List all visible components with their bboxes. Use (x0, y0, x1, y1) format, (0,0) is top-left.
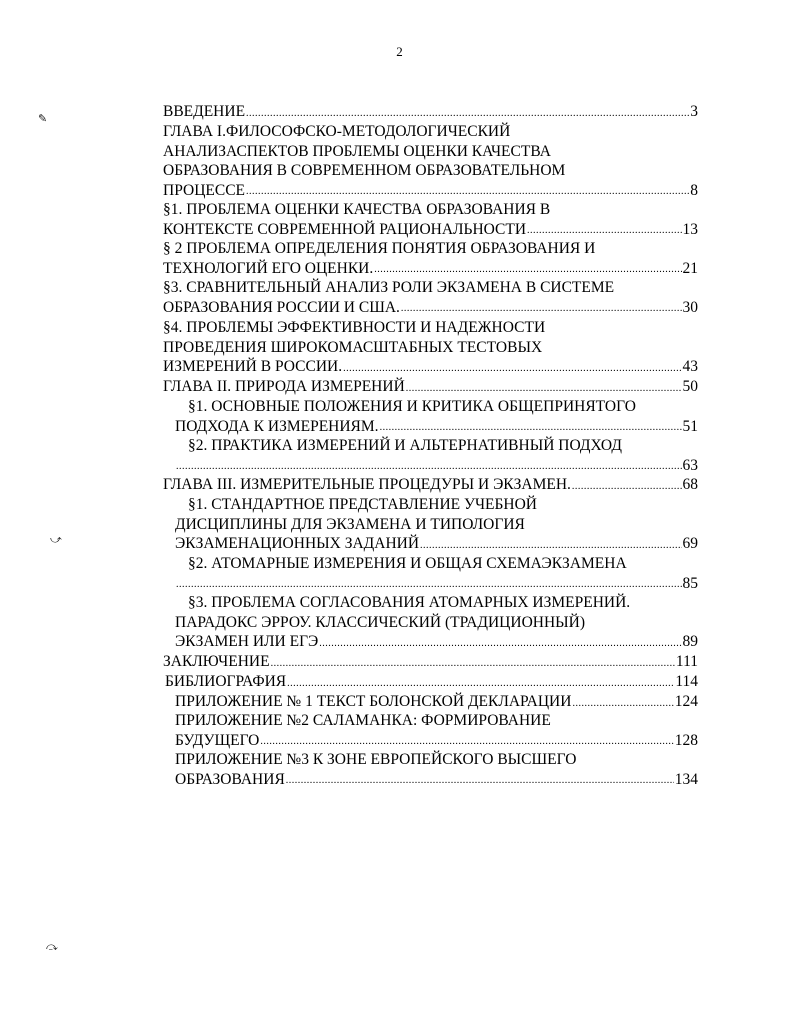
toc-entry-line (163, 278, 698, 298)
toc-entry (175, 554, 698, 593)
toc-entry-line (175, 436, 698, 456)
toc-entry-title: §2. ПРАКТИКА ИЗМЕРЕНИЙ И АЛЬТЕРНАТИВНЫЙ ПОДХОД (188, 437, 622, 454)
toc-page-number: 85 (682, 574, 698, 592)
toc-entry (175, 692, 698, 712)
toc-entry-line (163, 161, 698, 181)
toc-entry-line (163, 102, 698, 122)
toc-entry-title: ДИСЦИПЛИНЫ ДЛЯ ЭКЗАМЕНА И ТИПОЛОГИЯ (175, 515, 525, 533)
toc-entry-title: ЗАКЛЮЧЕНИЕ (163, 653, 270, 670)
toc-entry (175, 397, 698, 436)
toc-entry (163, 377, 698, 397)
toc-entry-line (175, 711, 698, 731)
toc-entry-title: ПРИЛОЖЕНИЕ №2 САЛАМАНКА: ФОРМИРОВАНИЕ (175, 712, 551, 729)
toc-entry-line (175, 515, 698, 535)
toc-entry-line (175, 417, 698, 437)
toc-entry-title: ВВЕДЕНИЕ (163, 103, 246, 120)
toc-entry-title: ПРОЦЕССЕ (163, 181, 246, 199)
toc-page-number: 114 (675, 673, 698, 690)
toc-dot-leader (380, 417, 682, 437)
toc-dot-leader (260, 731, 673, 751)
toc-entry-line (163, 200, 698, 220)
toc-entry-title: §3. СРАВНИТЕЛЬНЫЙ АНАЛИЗ РОЛИ ЭКЗАМЕНА В СИСТЕМЕ (163, 279, 615, 296)
toc-entry (163, 475, 698, 495)
toc-entry-line (163, 142, 698, 162)
toc-dot-leader (176, 574, 682, 594)
toc-entry-title: ОБРАЗОВАНИЯ РОССИИ И США. (163, 298, 400, 316)
toc-dot-leader (319, 632, 681, 652)
toc-dot-leader (176, 456, 682, 476)
toc-entry (165, 672, 698, 692)
toc-entry-line (175, 554, 698, 574)
toc-entry-line (175, 770, 698, 790)
toc-entry-line (163, 318, 698, 338)
toc-entry-title: ИЗМЕРЕНИЙ В РОССИИ. (163, 358, 343, 375)
toc-dot-leader (420, 534, 681, 554)
toc-dot-leader (271, 652, 675, 672)
toc-entry-line (163, 239, 698, 259)
toc-entry-title: АНАЛИЗАСПЕКТОВ ПРОБЛЕМЫ ОЦЕНКИ КАЧЕСТВА (163, 142, 551, 160)
toc-entry-line (175, 574, 698, 594)
toc-dot-leader (572, 692, 673, 712)
toc-dot-leader (374, 259, 681, 279)
toc-entry (175, 750, 698, 789)
toc-entry-line (163, 259, 698, 279)
toc-entry-title: ТЕХНОЛОГИЙ ЕГО ОЦЕНКИ. (163, 259, 374, 277)
toc-entry-line (163, 298, 698, 318)
toc-page-number: 13 (682, 220, 698, 238)
toc-entry (163, 278, 698, 317)
toc-entry-title: § 2 ПРОБЛЕМА ОПРЕДЕЛЕНИЯ ПОНЯТИЯ ОБРАЗОВАНИЯ И (163, 240, 596, 257)
toc-entry-line (163, 357, 698, 377)
toc-entry-title: §1. ОСНОВНЫЕ ПОЛОЖЕНИЯ И КРИТИКА ОБЩЕПРИНЯТОГО (188, 398, 636, 415)
toc-entry (175, 711, 698, 750)
toc-entry-title: ПОДХОДА К ИЗМЕРЕНИЯМ. (175, 417, 379, 435)
toc-entry (163, 652, 698, 672)
toc-entry-title: ГЛАВА II. ПРИРОДА ИЗМЕРЕНИЙ (163, 378, 405, 395)
toc-entry-title: БИБЛИОГРАФИЯ (165, 673, 287, 690)
toc-entry (175, 593, 698, 652)
toc-page-number: 124 (674, 693, 698, 710)
toc-entry-title: ГЛАВА III. ИЗМЕРИТЕЛЬНЫЕ ПРОЦЕДУРЫ И ЭКЗАМЕН. (163, 476, 571, 493)
toc-entry-line (175, 613, 698, 633)
toc-entry-line (175, 456, 698, 476)
toc-dot-leader (572, 475, 682, 495)
toc-entry-title: ОБРАЗОВАНИЯ В СОВРЕМЕННОМ ОБРАЗОВАТЕЛЬНОМ (163, 162, 566, 179)
toc-entry-title: ОБРАЗОВАНИЯ (175, 770, 285, 788)
toc-entry (175, 495, 698, 554)
toc-dot-leader (406, 377, 682, 397)
toc-entry-title: БУДУЩЕГО (175, 731, 260, 749)
toc-entry-line (175, 495, 698, 515)
toc-page-number: 69 (682, 535, 698, 552)
scan-artifact-mark: ✎ (38, 112, 48, 125)
toc-entry-title: §3. ПРОБЛЕМА СОГЛАСОВАНИЯ АТОМАРНЫХ ИЗМЕРЕНИЙ. (188, 594, 631, 611)
toc-page-number: 43 (682, 358, 698, 375)
toc-entry-line (163, 475, 698, 495)
toc-entry-title: §2. АТОМАРНЫЕ ИЗМЕРЕНИЯ И ОБЩАЯ СХЕМАЭКЗАМЕНА (188, 555, 627, 572)
toc-page-number: 21 (682, 259, 698, 277)
scan-artifact-mark: ⤻ (50, 533, 62, 546)
toc-entry (175, 436, 698, 475)
toc-entry-title: ЭКЗАМЕНАЦИОННЫХ ЗАДАНИЙ (175, 535, 420, 552)
toc-entry-line (175, 593, 698, 613)
toc-entry-line (163, 377, 698, 397)
toc-dot-leader (343, 357, 681, 377)
toc-entry (163, 318, 698, 377)
toc-page-number: 63 (682, 456, 698, 474)
toc-page-number: 134 (674, 770, 698, 788)
toc-entry (163, 102, 698, 122)
toc-page-number: 3 (690, 103, 698, 120)
toc-page-number: 8 (690, 181, 698, 199)
toc-entry-line (165, 672, 698, 692)
page-number: 2 (396, 44, 403, 59)
toc-entry-line (175, 731, 698, 751)
toc-entry-line (163, 220, 698, 240)
toc-page-number: 89 (682, 633, 698, 650)
toc-entry-title: КОНТЕКСТЕ СОВРЕМЕННОЙ РАЦИОНАЛЬНОСТИ (163, 220, 527, 238)
toc-dot-leader (287, 672, 674, 692)
toc-entry-title: ПРИЛОЖЕНИЕ №3 К ЗОНЕ ЕВРОПЕЙСКОГО ВЫСШЕГО (175, 751, 577, 768)
scan-artifact-mark: ⤼ (46, 940, 58, 953)
toc-page-number: 51 (682, 417, 698, 435)
toc-entry-title: ГЛАВА I.ФИЛОСОФСКО-МЕТОДОЛОГИЧЕСКИЙ (163, 123, 511, 140)
toc-entry-title: §1. ПРОБЛЕМА ОЦЕНКИ КАЧЕСТВА ОБРАЗОВАНИЯ В (163, 201, 551, 218)
toc-entry-line (175, 750, 698, 770)
toc-page-number: 30 (682, 298, 698, 316)
toc-dot-leader (246, 181, 689, 201)
toc-page-number: 50 (682, 378, 698, 395)
toc-entry-line (175, 534, 698, 554)
toc-entry (163, 122, 698, 200)
toc-entry-title: §1. СТАНДАРТНОЕ ПРЕДСТАВЛЕНИЕ УЧЕБНОЙ (188, 496, 537, 513)
toc-entry-title: ПРИЛОЖЕНИЕ № 1 ТЕКСТ БОЛОНСКОЙ ДЕКЛАРАЦИИ (175, 693, 572, 710)
toc-entry-line (175, 397, 698, 417)
toc-page-number: 111 (675, 653, 698, 670)
toc-entry-line (175, 692, 698, 712)
toc-entry-line (163, 652, 698, 672)
toc-entry-line (163, 338, 698, 358)
toc-entry-title: ПАРАДОКС ЭРРОУ. КЛАССИЧЕСКИЙ (ТРАДИЦИОННЫЙ) (175, 613, 586, 631)
toc-dot-leader (246, 102, 689, 122)
toc-dot-leader (401, 298, 682, 318)
toc-entry-title: ПРОВЕДЕНИЯ ШИРОКОМАСШТАБНЫХ ТЕСТОВЫХ (163, 338, 543, 356)
toc-entry-title: §4. ПРОБЛЕМЫ ЭФФЕКТИВНОСТИ И НАДЕЖНОСТИ (163, 319, 546, 336)
toc-dot-leader (286, 770, 674, 790)
toc-dot-leader (527, 220, 681, 240)
toc-entry-line (163, 122, 698, 142)
toc-page-number: 128 (674, 731, 698, 749)
toc-page-number: 68 (682, 476, 698, 493)
toc-entry-title: ЭКЗАМЕН ИЛИ ЕГЭ (175, 633, 319, 650)
toc-entry (163, 239, 698, 278)
toc-entry (163, 200, 698, 239)
toc-entry-line (163, 181, 698, 201)
toc-entry-line (175, 632, 698, 652)
